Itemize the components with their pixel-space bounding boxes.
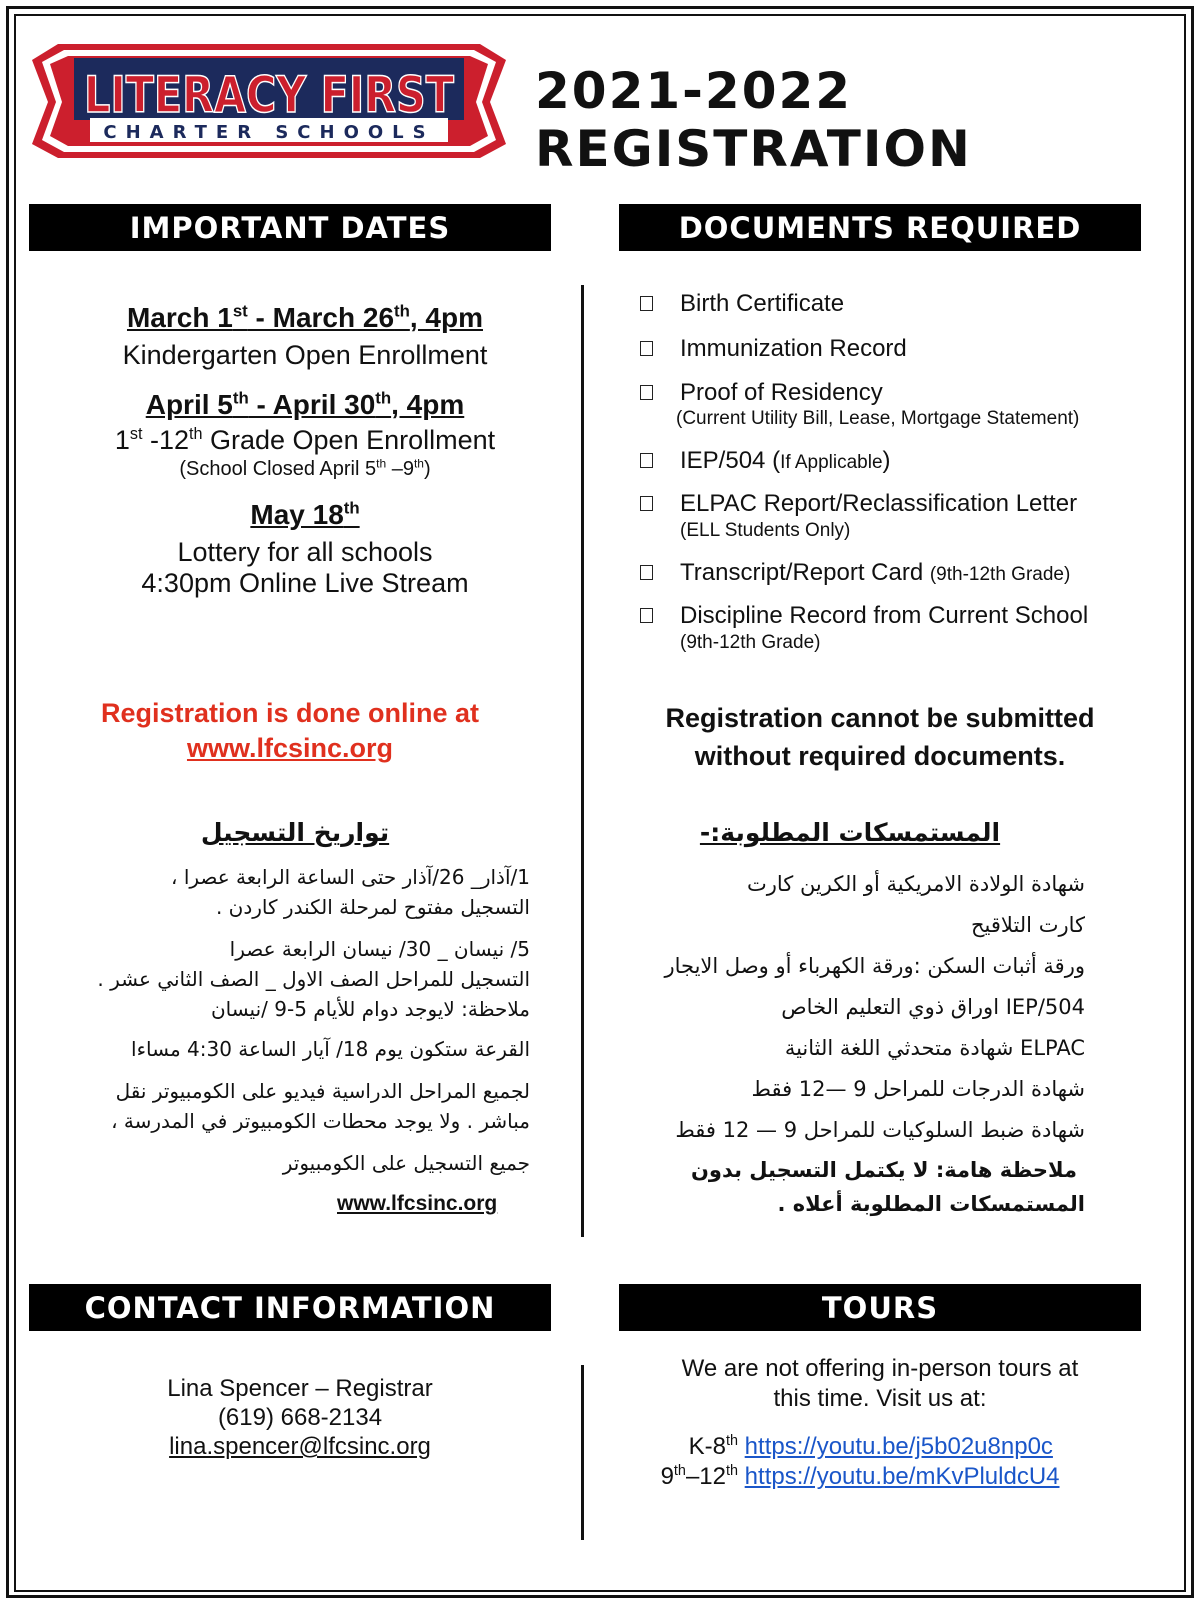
doc-label: Discipline Record from Current School [680, 602, 1089, 629]
arabic-line: لجميع المراحل الدراسية فيديو على الكومبيوتر نقل [115, 1079, 530, 1103]
tour-link-k8[interactable]: https://youtu.be/j5b02u8np0c [744, 1433, 1053, 1460]
checkbox[interactable] [640, 341, 653, 356]
arabic-registration-link[interactable]: www.lfcsinc.org [337, 1192, 498, 1215]
contact-info [90, 1374, 510, 1461]
literacy-first-logo [28, 40, 510, 162]
arabic-line: التسجيل للمراحل الصف الاول _ الصف الثاني عشر . [97, 967, 530, 991]
checkbox[interactable] [640, 453, 653, 468]
school-closed-note: (School Closed April 5th –9th) [179, 456, 431, 480]
column-divider [581, 285, 584, 1237]
arabic-doc-line: شهادة الدرجات للمراحل 9 —12 فقط [751, 1077, 1085, 1101]
warning-line: without required documents. [694, 741, 1066, 771]
doc-label: Transcript/Report Card (9th-12th Grade) [680, 559, 1071, 586]
arabic-line: ملاحظة: لايوجد دوام للأيام 5-9 /نيسان [210, 997, 530, 1021]
documents-warning [600, 699, 1160, 775]
doc-label: ELPAC Report/Reclassification Letter [680, 490, 1078, 517]
lottery-date: May 18th [250, 498, 360, 530]
arabic-dates-text [40, 862, 530, 1178]
arabic-doc-line: شهادة الولادة الامريكية أو الكرين كارت [746, 872, 1085, 896]
contact-name: Lina Spencer – Registrar [167, 1375, 433, 1402]
doc-note: (ELL Students Only) [680, 520, 851, 541]
arabic-line: القرعة ستكون يوم 18/ آيار الساعة 4:30 مساءا [131, 1037, 530, 1061]
arabic-doc-line: شهادة ضبط السلوكيات للمراحل 9 — 12 فقط [675, 1118, 1085, 1142]
arabic-doc-line: كارت التلاقيح [970, 913, 1085, 937]
arabic-doc-note: ملاحظة هامة: لا يكتمل التسجيل بدون [690, 1158, 1077, 1182]
checkbox[interactable] [640, 565, 653, 580]
arabic-doc-line: ELPAC شهادة متحدثي اللغة الثانية [784, 1036, 1085, 1060]
tour-hs: 9th–12th https://youtu.be/mKvPluldcU4 [660, 1463, 1060, 1490]
tours-text [620, 1354, 1140, 1414]
svg-text:CHARTER SCHOOLS: CHARTER SCHOOLS [103, 122, 435, 143]
checkbox[interactable] [640, 385, 653, 400]
svg-text:LITERACY FIRST: LITERACY FIRST [84, 66, 454, 124]
tour-links [650, 1432, 1060, 1492]
doc-note: (9th-12th Grade) [680, 632, 821, 653]
arabic-doc-line: ورقة أثبات السكن :ورقة الكهرباء أو وصل الايجار [664, 954, 1085, 978]
checkbox[interactable] [640, 608, 653, 623]
arabic-line: التسجيل مفتوح لمرحلة الكندر كاردن . [215, 895, 530, 919]
kinder-enrollment-desc: Kindergarten Open Enrollment [122, 340, 488, 370]
page-title: 2021-2022 REGISTRATION [535, 62, 972, 178]
tours-header: TOURS [619, 1284, 1141, 1331]
column-divider-bottom [581, 1365, 584, 1540]
checkbox[interactable] [640, 296, 653, 311]
documents-required-header: DOCUMENTS REQUIRED [619, 204, 1141, 251]
online-registration-text: Registration is done online at [100, 698, 480, 728]
important-dates-list [50, 302, 560, 599]
warning-line: Registration cannot be submitted [665, 703, 1095, 733]
arabic-doc-line: IEP/504 اوراق ذوي التعليم الخاص [781, 995, 1085, 1019]
doc-label: IEP/504 (If Applicable) [680, 447, 891, 474]
checkbox[interactable] [640, 496, 653, 511]
arabic-doc-note: المستمسكات المطلوبة أعلاه . [777, 1192, 1085, 1216]
doc-note: (Current Utility Bill, Lease, Mortgage Statement) [676, 408, 1080, 429]
arabic-line: 1/آذار_ 26/آذار حتى الساعة الرابعة عصرا ، [171, 865, 530, 889]
tour-k8: K-8th https://youtu.be/j5b02u8np0c [688, 1433, 1053, 1460]
registration-link[interactable]: www.lfcsinc.org [186, 733, 394, 763]
tours-line: this time. Visit us at: [773, 1385, 987, 1412]
arabic-docs-list [630, 864, 1085, 1221]
arabic-line: مباشر . ولا يوجد محطات الكومبيوتر في المدرسة ، [111, 1109, 530, 1133]
arabic-line: جميع التسجيل على الكومبيوتر [282, 1151, 530, 1175]
kinder-enrollment-date: March 1st - March 26th, 4pm [126, 301, 483, 333]
grades-enrollment-date: April 5th - April 30th, 4pm [145, 388, 465, 420]
lottery-desc: Lottery for all schools [177, 537, 433, 567]
arabic-dates-title: تواريخ التسجيل [200, 818, 390, 847]
contact-email[interactable]: lina.spencer@lfcsinc.org [169, 1433, 431, 1460]
tour-link-9-12[interactable]: https://youtu.be/mKvPluldcU4 [744, 1463, 1060, 1490]
doc-label: Birth Certificate [680, 290, 845, 317]
contact-phone[interactable]: (619) 668-2134 [217, 1404, 383, 1431]
lottery-stream: 4:30pm Online Live Stream [141, 568, 469, 598]
arabic-docs-title: المستمسكات المطلوبة:- [699, 818, 1001, 847]
arabic-line: 5/ نيسان _ 30/ نيسان الرابعة عصرا [229, 937, 530, 961]
online-registration-note [50, 698, 530, 764]
doc-label: Immunization Record [680, 335, 907, 362]
doc-label: Proof of Residency [680, 379, 883, 406]
important-dates-header: IMPORTANT DATES [29, 204, 551, 251]
contact-information-header: CONTACT INFORMATION [29, 1284, 551, 1331]
grades-enrollment-desc: 1st -12th Grade Open Enrollment [114, 425, 496, 455]
tours-line: We are not offering in-person tours at [681, 1355, 1079, 1382]
